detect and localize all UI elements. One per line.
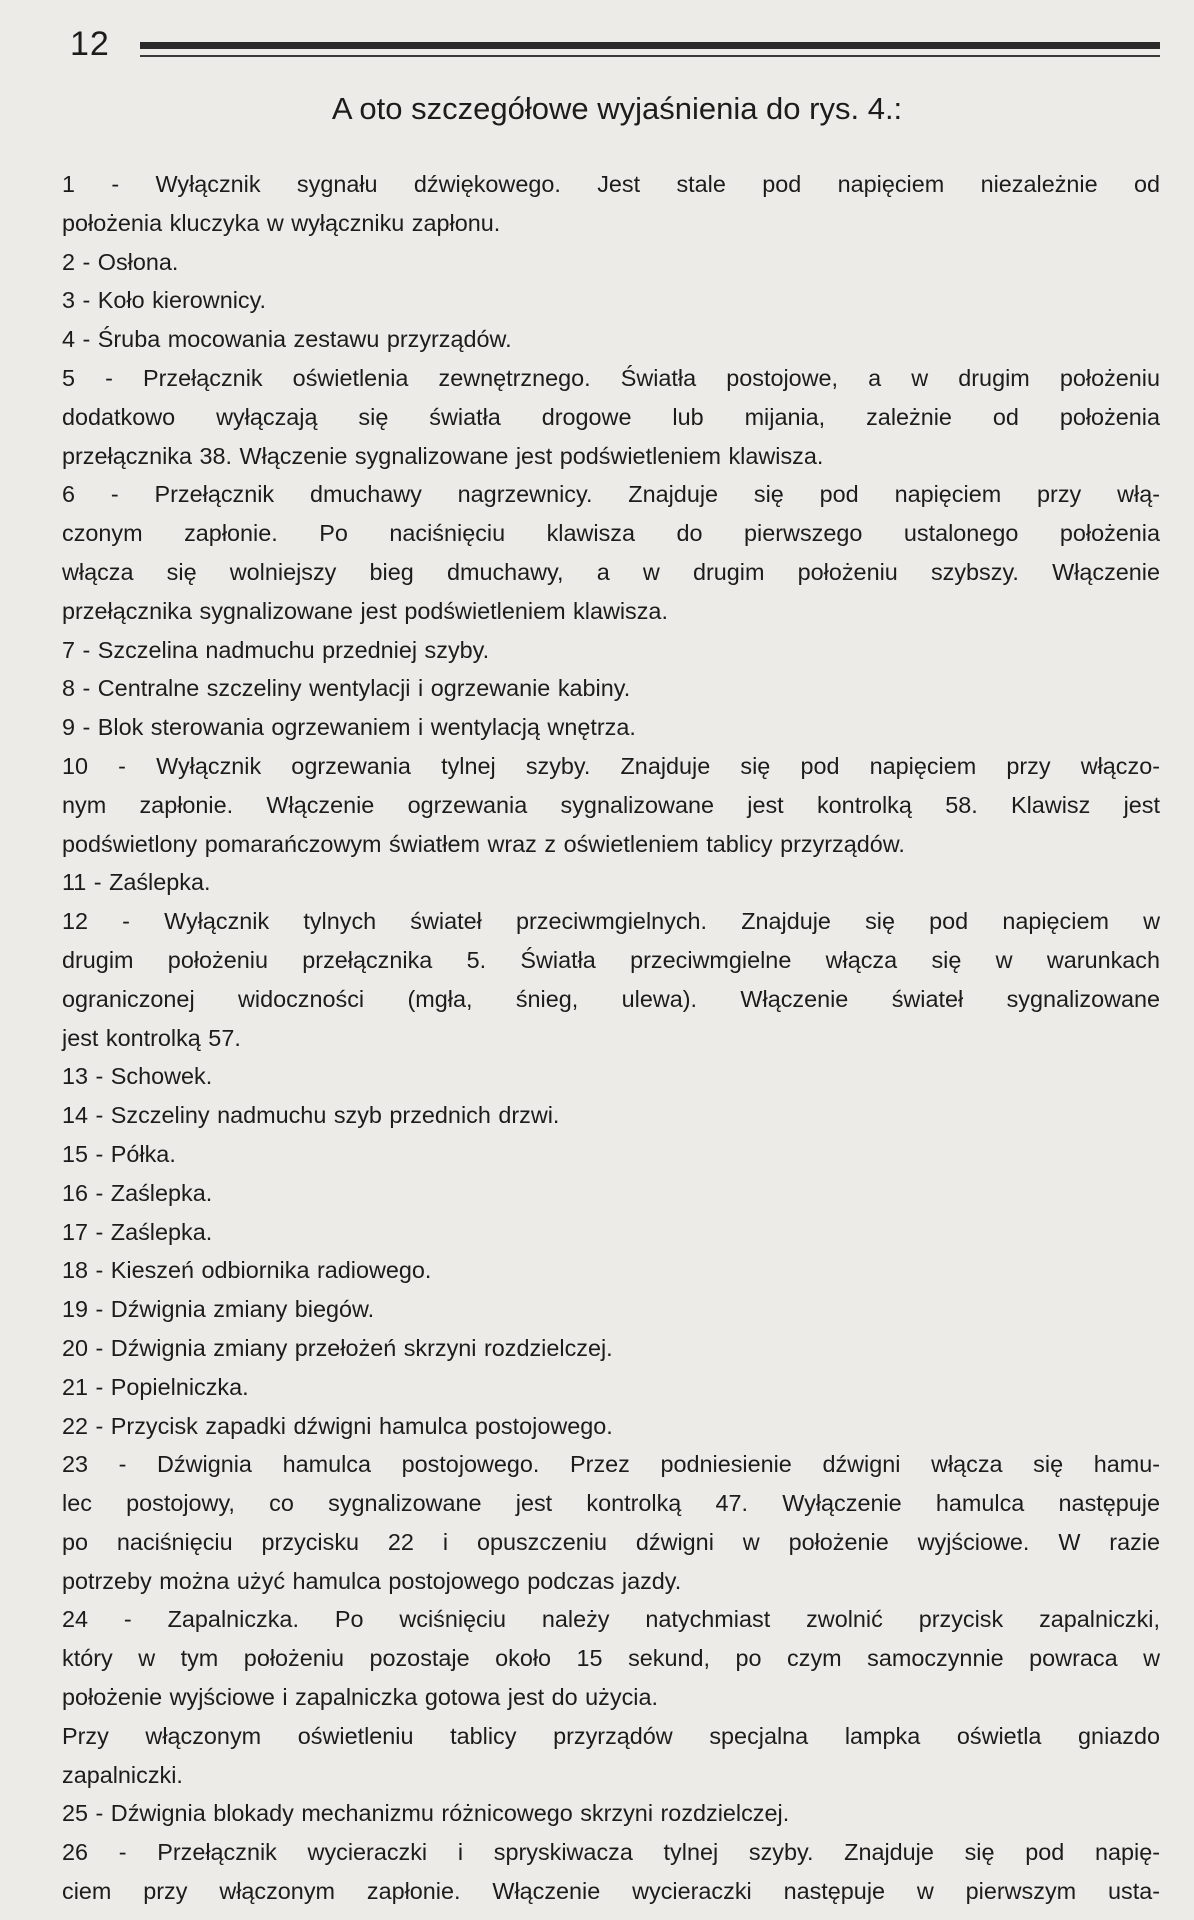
text-line: po naciśnięciu przycisku 22 i opuszczeniu dźwigni w położenie wyjściowe. W razie (62, 1528, 1160, 1555)
text-line: 6 - Przełącznik dmuchawy nagrzewnicy. Znajduje się pod napięciem przy włą- (62, 481, 1160, 508)
text-line: 12 - Wyłącznik tylnych świateł przeciwmgielnych. Znajduje się pod napięciem w (62, 908, 1160, 935)
text-line: 9 - Blok sterowania ogrzewaniem i wentylacją wnętrza. (62, 714, 636, 741)
text-line: potrzeby można użyć hamulca postojowego podczas jazdy. (62, 1567, 682, 1594)
text-line: 16 - Zaślepka. (62, 1179, 213, 1206)
text-line: nym zapłonie. Włączenie ogrzewania sygnalizowane jest kontrolką 58. Klawisz jest (62, 791, 1160, 818)
text-line: 8 - Centralne szczeliny wentylacji i ogrzewanie kabiny. (62, 675, 631, 702)
header-rule (140, 42, 1160, 49)
text-line: Przy włączonym oświetleniu tablicy przyrządów specjalna lampka oświetla gniazdo (62, 1722, 1160, 1749)
page-number: 12 (70, 25, 110, 63)
text-line: 13 - Schowek. (62, 1063, 213, 1090)
text-line: położenie wyjściowe i zapalniczka gotowa jest do użycia. (62, 1684, 658, 1711)
text-line: 7 - Szczelina nadmuchu przedniej szyby. (62, 636, 490, 663)
text-line: 21 - Popielniczka. (62, 1373, 249, 1400)
text-line: czonym zapłonie. Po naciśnięciu klawisza do pierwszego ustalonego położenia (62, 520, 1160, 547)
text-line: 19 - Dźwignia zmiany biegów. (62, 1296, 375, 1323)
text-line: 23 - Dźwignia hamulca postojowego. Przez podniesienie dźwigni włącza się hamu- (62, 1451, 1160, 1478)
text-line: podświetlony pomarańczowym światłem wraz z oświetleniem tablicy przyrządów. (62, 830, 905, 857)
text-line: jest kontrolką 57. (62, 1024, 241, 1051)
text-line: 18 - Kieszeń odbiornika radiowego. (62, 1257, 432, 1284)
text-line: 26 - Przełącznik wycieraczki i spryskiwacza tylnej szyby. Znajduje się pod napię- (62, 1839, 1160, 1866)
text-line: drugim położeniu przełącznika 5. Światła przeciwmgielne włącza się w warunkach (62, 946, 1160, 973)
text-line: który w tym położeniu pozostaje około 15 sekund, po czym samoczynnie powraca w (62, 1645, 1160, 1672)
text-line: 22 - Przycisk zapadki dźwigni hamulca postojowego. (62, 1412, 613, 1439)
text-line: przełącznika 38. Włączenie sygnalizowane jest podświetleniem klawisza. (62, 442, 824, 469)
header-rule-thin (140, 55, 1160, 57)
text-line: 3 - Koło kierownicy. (62, 287, 267, 314)
text-line: położenia kluczyka w wyłączniku zapłonu. (62, 209, 501, 236)
text-line: zapalniczki. (62, 1761, 183, 1788)
text-line: 5 - Przełącznik oświetlenia zewnętrznego. Światła postojowe, a w drugim położeniu (62, 364, 1160, 391)
text-line: 17 - Zaślepka. (62, 1218, 213, 1245)
text-line: przełącznika sygnalizowane jest podświetleniem klawisza. (62, 597, 668, 624)
text-line: 2 - Osłona. (62, 248, 179, 275)
text-line: 20 - Dźwignia zmiany przełożeń skrzyni rozdzielczej. (62, 1334, 613, 1361)
text-line: 25 - Dźwignia blokady mechanizmu różnicowego skrzyni rozdzielczej. (62, 1800, 790, 1827)
text-line: 10 - Wyłącznik ogrzewania tylnej szyby. Znajduje się pod napięciem przy włączo- (62, 752, 1160, 779)
text-line: dodatkowo wyłączają się światła drogowe lub mijania, zależnie od położenia (62, 403, 1160, 430)
text-line: lec postojowy, co sygnalizowane jest kontrolką 47. Wyłączenie hamulca następuje (62, 1490, 1160, 1517)
body-text (62, 165, 1160, 1911)
text-line: ograniczonej widoczności (mgła, śnieg, ulewa). Włączenie świateł sygnalizowane (62, 985, 1160, 1012)
text-line: 24 - Zapalniczka. Po wciśnięciu należy natychmiast zwolnić przycisk zapalniczki, (62, 1606, 1160, 1633)
page-title: A oto szczegółowe wyjaśnienia do rys. 4.: (331, 91, 903, 126)
text-line: 14 - Szczeliny nadmuchu szyb przednich drzwi. (62, 1102, 560, 1129)
text-line: 11 - Zaślepka. (62, 869, 211, 896)
text-line: 15 - Półka. (62, 1140, 176, 1167)
text-line: 4 - Śruba mocowania zestawu przyrządów. (62, 326, 512, 353)
text-line: włącza się wolniejszy bieg dmuchawy, a w drugim położeniu szybszy. Włączenie (62, 558, 1160, 585)
text-line: 1 - Wyłącznik sygnału dźwiękowego. Jest stale pod napięciem niezależnie od (62, 171, 1160, 197)
text-line: ciem przy włączonym zapłonie. Włączenie wycieraczki następuje w pierwszym usta- (62, 1878, 1160, 1905)
